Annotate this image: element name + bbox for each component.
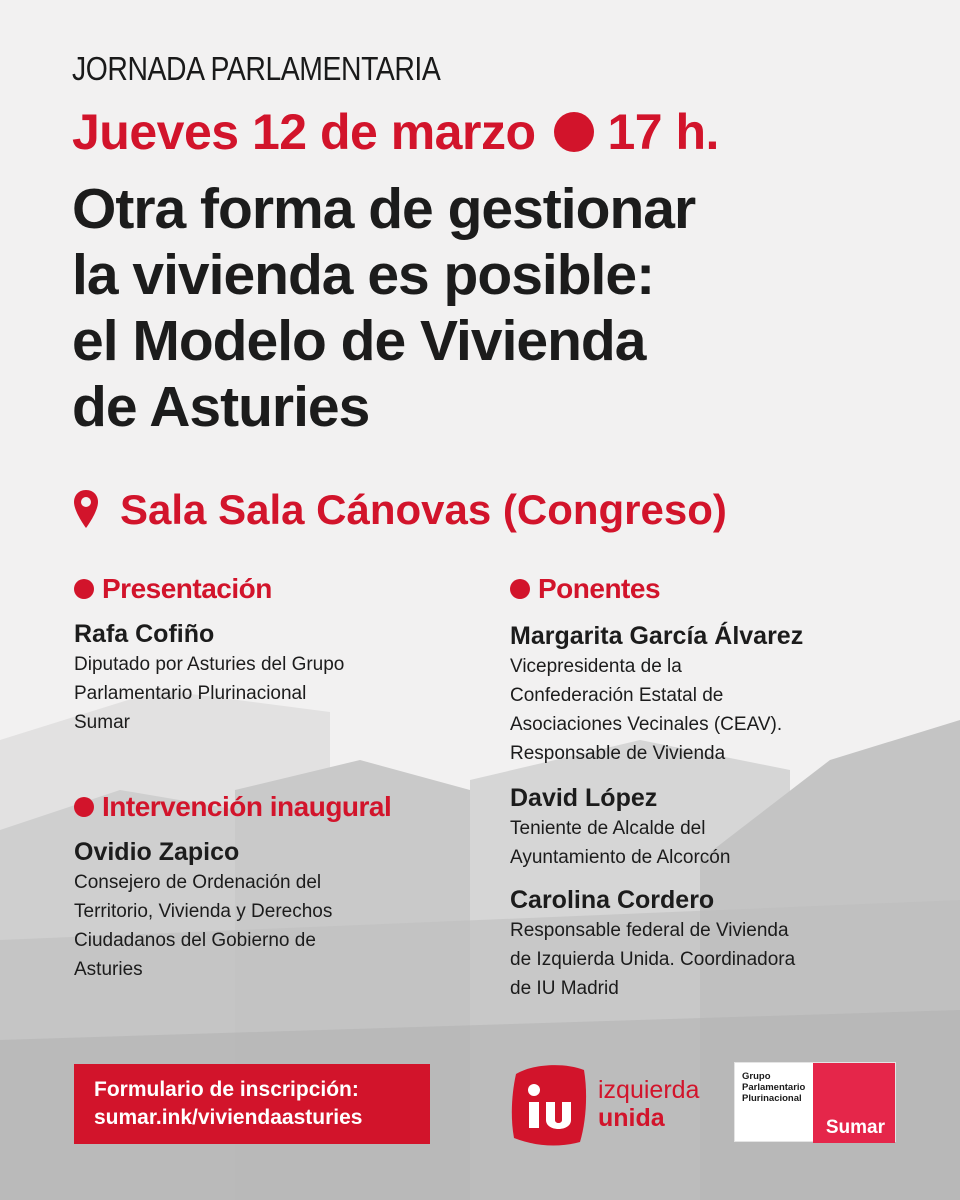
event-title xyxy=(72,176,912,440)
registration-link[interactable] xyxy=(74,1064,430,1144)
izquierda-unida-logo xyxy=(510,1060,720,1148)
title-line: la vivienda es posible: xyxy=(72,243,655,307)
bullet-dot-icon xyxy=(74,579,94,599)
sumar-wordmark: Sumar xyxy=(825,1117,885,1138)
speaker-item xyxy=(510,782,730,872)
person-role: Diputado por Asturies del Grupo Parlamentario Plurinacional Sumar xyxy=(74,654,345,733)
event-time: 17 h. xyxy=(607,104,719,160)
event-kicker: JORNADA PARLAMENTARIA xyxy=(72,50,441,87)
date-time-line xyxy=(72,104,719,160)
bullet-dot-icon xyxy=(510,579,530,599)
person-name: Ovidio Zapico xyxy=(74,838,240,866)
section-heading: Ponentes xyxy=(538,573,661,604)
sumar-group-text: Grupo Parlamentario Plurinacional xyxy=(742,1071,806,1104)
section-speakers xyxy=(510,572,660,606)
location-pin-icon xyxy=(72,488,100,532)
iu-wordmark: izquierda unida xyxy=(598,1076,700,1132)
section-presentation xyxy=(74,572,272,606)
iu-mark-icon xyxy=(510,1060,590,1148)
bullet-dot-icon xyxy=(554,112,594,152)
person-role: Consejero de Ordenación del Territorio, Vivienda y Derechos Ciudadanos del Gobierno de Asturies xyxy=(74,872,333,980)
person-name: Carolina Cordero xyxy=(510,886,715,914)
person-role: Vicepresidenta de la Confederación Estatal de Asociaciones Vecinales (CEAV). Responsable de Vivienda xyxy=(510,656,783,764)
title-line: Otra forma de gestionar xyxy=(72,177,696,241)
person-name: Rafa Cofiño xyxy=(74,620,215,648)
person-name: David López xyxy=(510,784,658,812)
speaker-item xyxy=(510,884,795,1003)
speaker-item xyxy=(510,620,803,768)
section-inaugural xyxy=(74,790,391,824)
venue-label: Sala Sala Cánovas (Congreso) xyxy=(120,486,727,533)
event-venue xyxy=(72,482,727,538)
sumar-group-logo xyxy=(734,1062,896,1142)
presenter xyxy=(74,618,344,737)
section-heading: Intervención inaugural xyxy=(102,791,392,822)
section-heading: Presentación xyxy=(102,573,272,604)
bullet-dot-icon xyxy=(74,797,94,817)
inaugural-speaker xyxy=(74,836,332,984)
event-date: Jueves 12 de marzo xyxy=(72,104,536,160)
person-role: Responsable federal de Vivienda de Izquierda Unida. Coordinadora de IU Madrid xyxy=(510,920,796,999)
person-role: Teniente de Alcalde del Ayuntamiento de Alcorcón xyxy=(510,818,731,868)
title-line: el Modelo de Vivienda xyxy=(72,309,646,373)
person-name: Margarita García Álvarez xyxy=(510,622,804,650)
title-line: de Asturies xyxy=(72,375,370,439)
registration-url[interactable]: sumar.ink/viviendaasturies xyxy=(94,1106,363,1129)
sumar-brand-block xyxy=(813,1063,895,1143)
registration-label: Formulario de inscripción: xyxy=(94,1078,359,1101)
